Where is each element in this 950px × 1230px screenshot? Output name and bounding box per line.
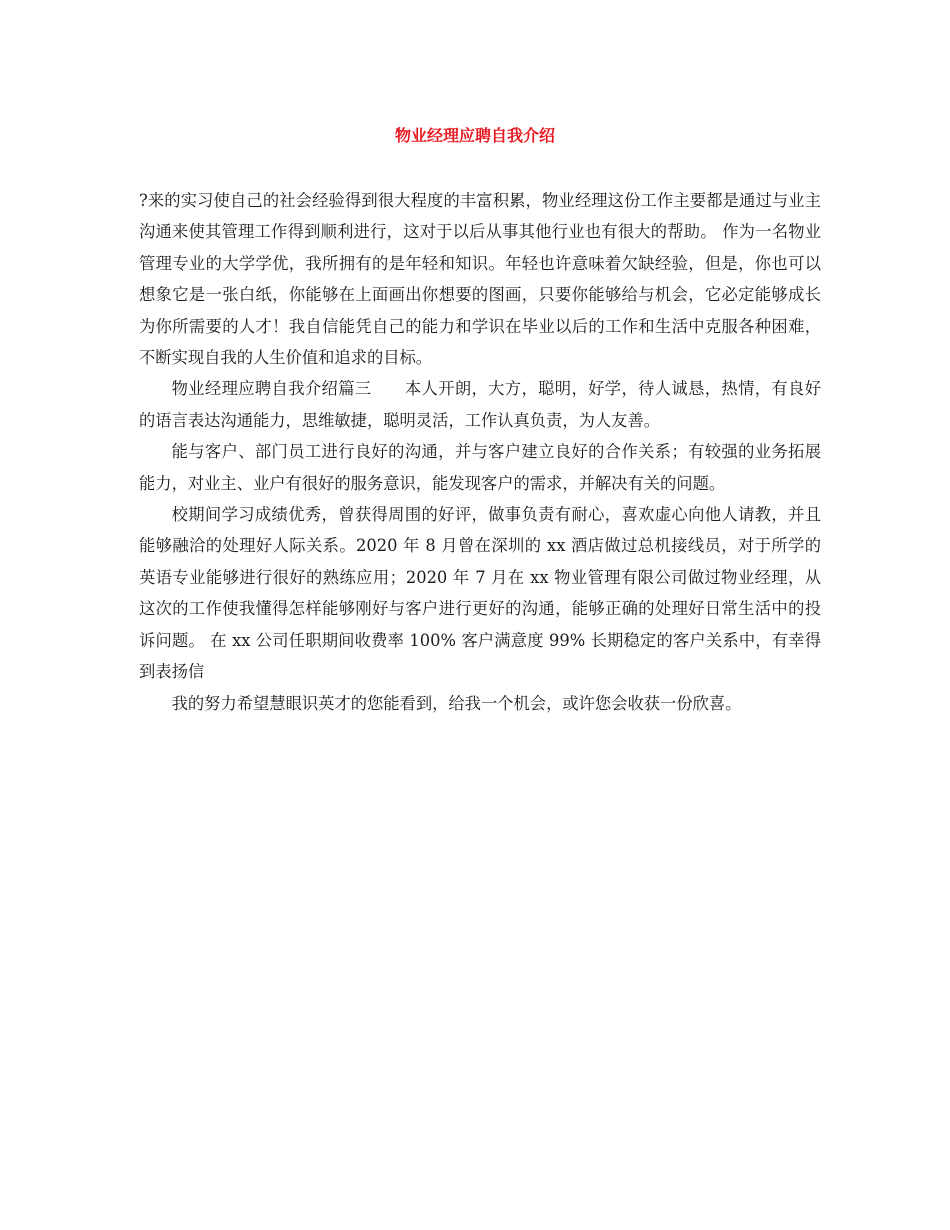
document-title: 物业经理应聘自我介绍 xyxy=(394,126,555,145)
paragraph-1: ?来的实习使自己的社会经验得到很大程度的丰富积累，物业经理这份工作主要都是通过与业主沟通来使其管理工作得到顺利进行，这对于以后从事其他行业也有很大的帮助。 作为一名物业管理专业的大学学优，我所拥有的是年轻和知识。年轻也许意味着欠缺经验，但是，你也可以想象它是一张白纸，你能够在上面画出你想要的图画，只要你能够给与机会，它必定能够成长为你所需要的人才！我自信能凭自己的能力和学识在毕业以后的工作和生活中克服各种困难，不断实现自我的人生价值和追求的目标。 xyxy=(139,191,821,368)
document-body xyxy=(139,185,821,719)
paragraph-4: 校期间学习成绩优秀，曾获得周围的好评，做事负责有耐心，喜欢虚心向他人请教，并且能够融洽的处理好人际关系。2020 年 8 月曾在深圳的 xx 酒店做过总机接线员，对于所学的英语专业能够进行很好的熟练应用；2020 年 7 月在 xx 物业管理有限公司做过物业经理，从这次的工作使我懂得怎样能够刚好与客户进行更好的沟通，能够正确的处理好日常生活中的投诉问题。 在 xx 公司任职期间收费率 100% 客户满意度 99% 长期稳定的客户关系中，有幸得到表扬信 xyxy=(139,505,821,682)
paragraph-3: 能与客户、部门员工进行良好的沟通，并与客户建立良好的合作关系；有较强的业务拓展能力，对业主、业户有很好的服务意识，能发现客户的需求，并解决有关的问题。 xyxy=(139,442,821,493)
paragraph-2: 物业经理应聘自我介绍篇三 本人开朗，大方，聪明，好学，待人诚恳，热情，有良好的语言表达沟通能力，思维敏捷，聪明灵活，工作认真负责，为人友善。 xyxy=(139,379,821,430)
paragraph-5: 我的努力希望慧眼识英才的您能看到，给我一个机会，或许您会收获一份欣喜。 xyxy=(171,693,742,713)
